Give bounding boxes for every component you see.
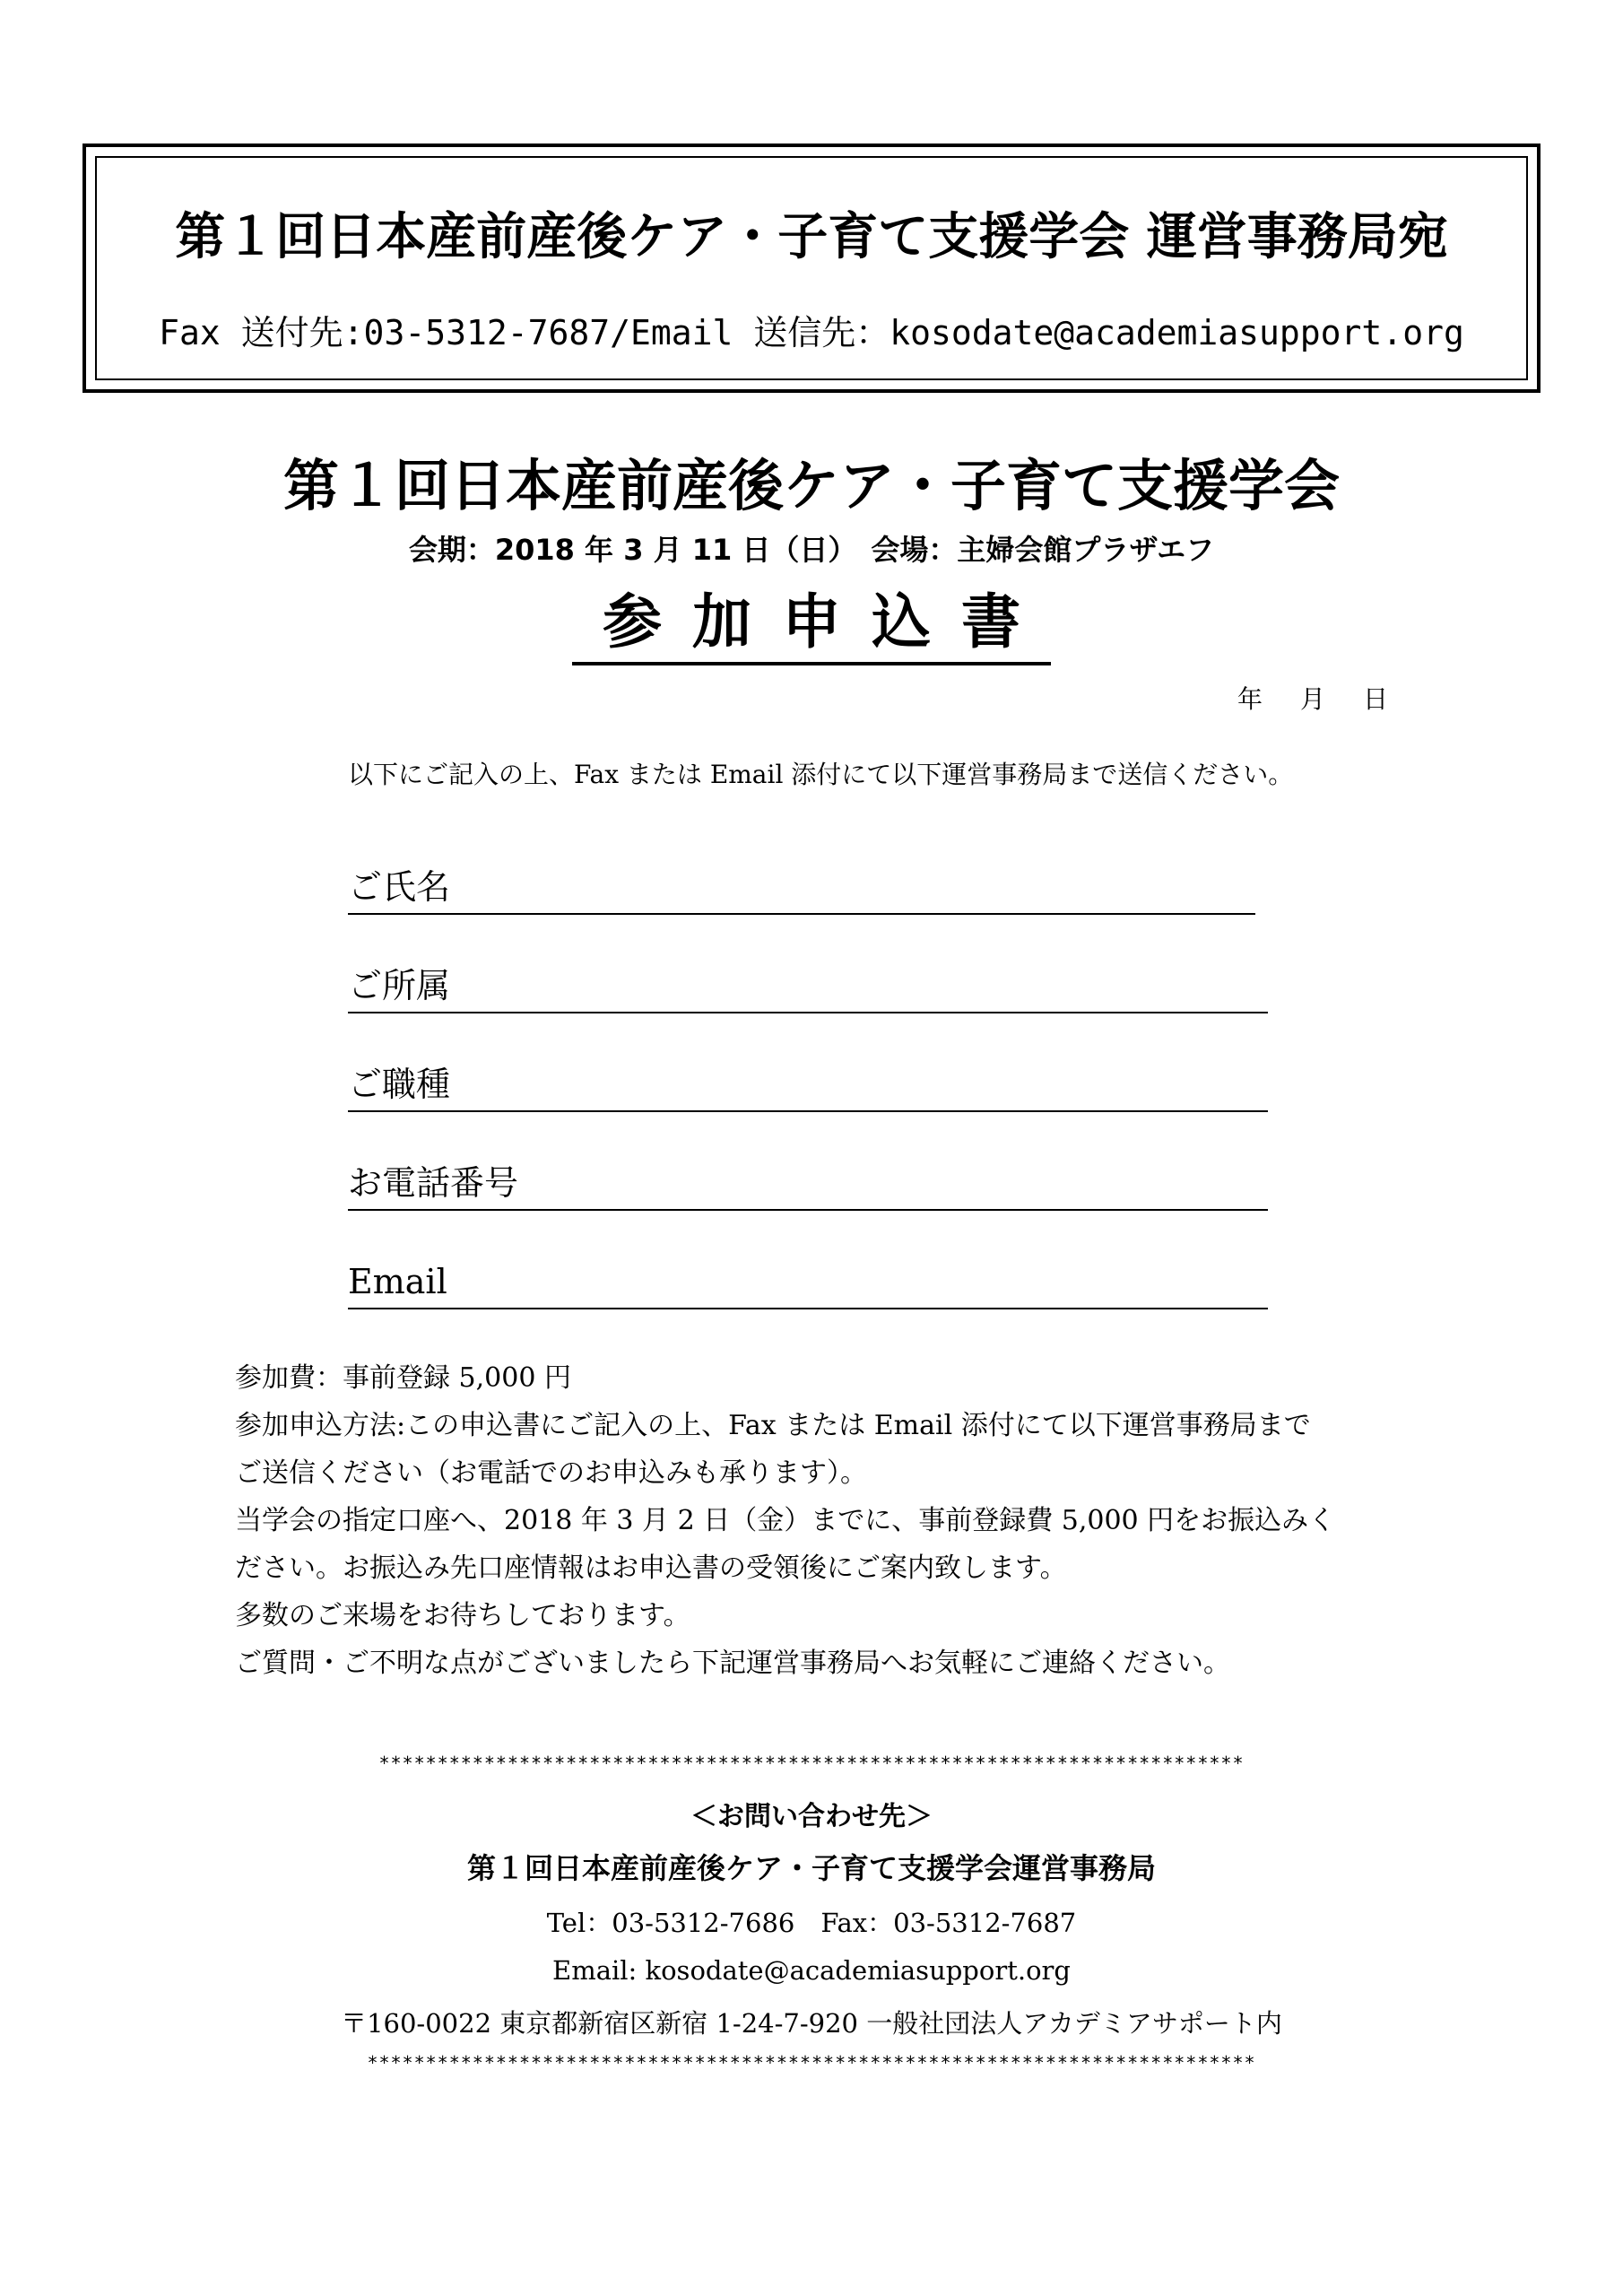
name-field-label: ご氏名	[348, 867, 451, 907]
detail-line: 参加申込方法:この申込書にご記入の上、Fax または Email 添付にて以下運営事務局まで	[235, 1410, 1311, 1441]
date-day-label: 日	[1362, 684, 1388, 714]
phone-field[interactable]	[348, 1161, 1268, 1211]
event-title: 第１回日本産前産後ケア・子育て支援学会	[282, 453, 1340, 518]
form-instruction: 以下にご記入の上、Fax または Email 添付にて以下運営事務局まで送信ください。	[348, 760, 1294, 789]
addressee-contact: Fax 送付先:03-5312-7687/Email 送信先：kosodate@academiasupport.org	[159, 313, 1464, 352]
contact-organization: 第１回日本産前産後ケア・子育て支援学会運営事務局	[466, 1851, 1156, 1885]
affiliation-field[interactable]	[348, 963, 1268, 1013]
phone-field-label: お電話番号	[348, 1163, 519, 1203]
contact-heading: ＜お問い合わせ先＞	[690, 1801, 933, 1832]
occupation-field[interactable]	[348, 1062, 1268, 1112]
occupation-field-label: ご職種	[348, 1065, 451, 1104]
name-field[interactable]	[348, 865, 1255, 915]
detail-line: ご質問・ご不明な点がございましたら下記運営事務局へお気軽にご連絡ください。	[235, 1648, 1230, 1679]
detail-line: 当学会の指定口座へ、2018 年 3 月 2 日（金）までに、事前登録費 5,000 円をお振込みく	[235, 1505, 1336, 1536]
addressee-title: 第１回日本産前産後ケア・子育て支援学会 運営事務局宛	[175, 208, 1448, 266]
affiliation-field-label: ご所属	[348, 966, 451, 1005]
detail-line: ご送信ください（お電話でのお申込みも承ります）。	[235, 1457, 867, 1489]
date-line	[1200, 680, 1388, 716]
email-field-label: Email	[348, 1262, 447, 1301]
contact-address: 〒160-0022 東京都新宿区新宿 1-24-7-920 一般社団法人アカデミアサポート内	[341, 2008, 1282, 2039]
event-info: 会期：2018 年 3 月 11 日（日） 会場：主婦会館プラザエフ	[408, 533, 1215, 567]
contact-email: Email: kosodate@academiasupport.org	[552, 1955, 1071, 1986]
form-title-wrapper	[0, 588, 1623, 665]
separator-bottom: ****************************************************************************	[367, 2052, 1256, 2074]
contact-tel-fax: Tel：03-5312-7686 Fax：03-5312-7687	[546, 1908, 1077, 1938]
details-text	[235, 1354, 1335, 1687]
email-field[interactable]	[348, 1259, 1268, 1309]
separator-top: **************************************************************************	[378, 1752, 1245, 1774]
detail-line: 参加費：事前登録 5,000 円	[235, 1362, 571, 1394]
detail-line: ださい。お振込み先口座情報はお申込書の受領後にご案内致します。	[235, 1552, 1067, 1584]
form-title: 参加申込書	[572, 588, 1051, 665]
date-year-label: 年	[1237, 684, 1263, 714]
addressee-box	[82, 144, 1541, 393]
date-month-label: 月	[1299, 684, 1325, 714]
detail-line: 多数のご来場をお待ちしております。	[235, 1600, 690, 1631]
